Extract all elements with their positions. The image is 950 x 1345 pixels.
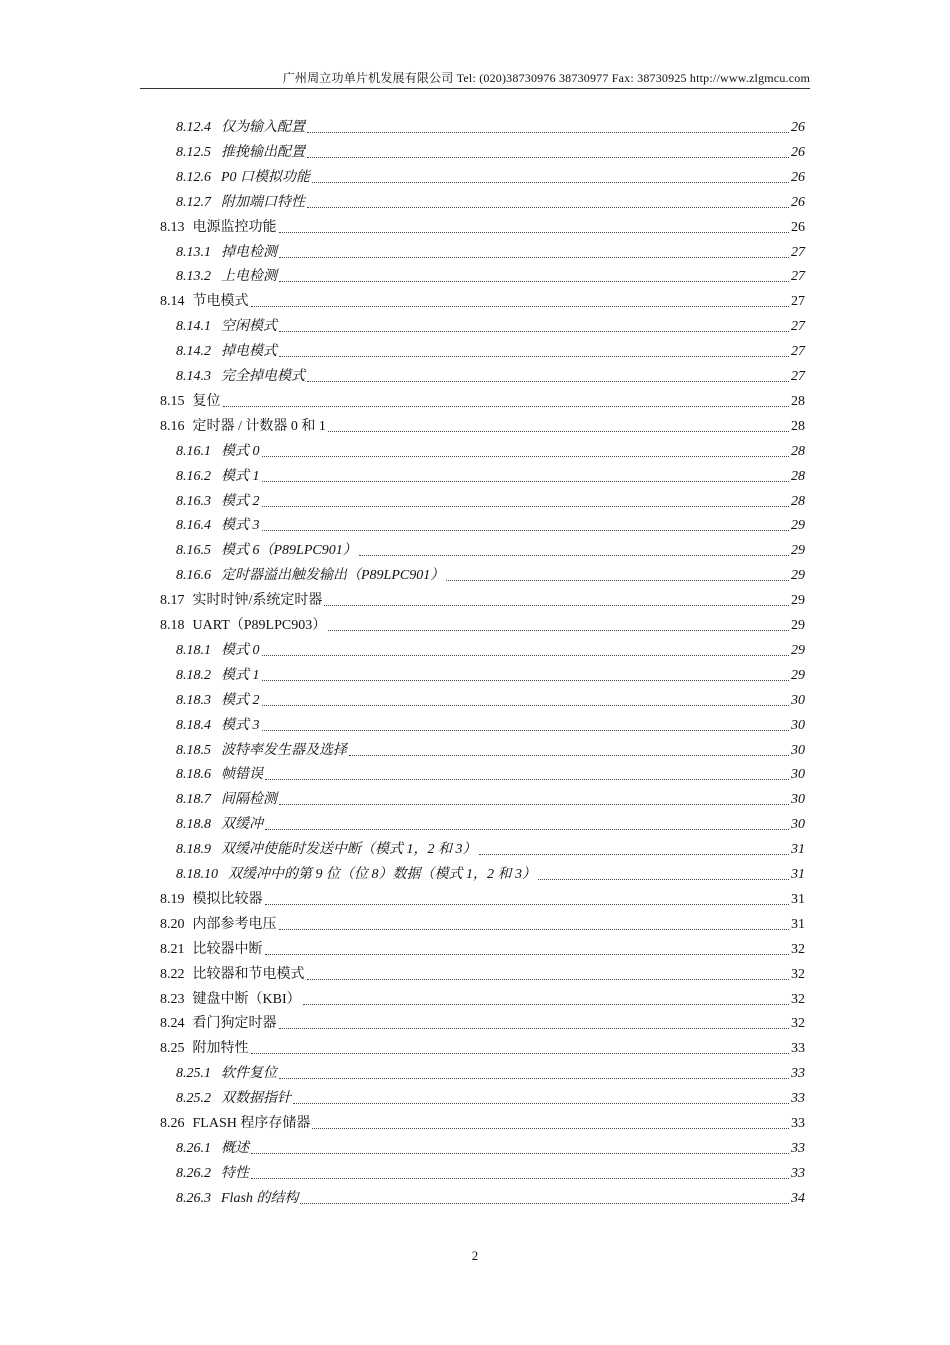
toc-entry-title: 模式 1 xyxy=(221,468,260,484)
toc-entry-page: 29 xyxy=(791,642,805,658)
toc-entry[interactable] xyxy=(176,513,805,535)
toc-entry-title: 定时器溢出触发输出（P89LPC901） xyxy=(221,568,445,584)
toc-entry[interactable] xyxy=(176,837,805,859)
toc-entry[interactable] xyxy=(176,1136,805,1158)
toc-entry[interactable] xyxy=(176,115,805,137)
toc-entry-page: 29 xyxy=(791,618,805,633)
toc-entry-title: 帧错误 xyxy=(221,767,263,783)
toc-entry[interactable] xyxy=(160,887,805,909)
toc-entry-page: 30 xyxy=(791,692,805,708)
toc-entry-number: 8.14.1 xyxy=(176,319,211,335)
toc-dot-leader xyxy=(307,157,789,158)
toc-entry-number: 8.16.6 xyxy=(176,568,211,584)
toc-entry[interactable] xyxy=(176,439,805,461)
toc-entry[interactable] xyxy=(176,738,805,760)
toc-entry-number: 8.12.7 xyxy=(176,194,211,210)
toc-entry-title: 模式 2 xyxy=(221,493,260,509)
toc-entry-title: 附加特性 xyxy=(192,1041,249,1057)
toc-entry-page: 26 xyxy=(791,194,805,210)
toc-entry[interactable] xyxy=(160,588,805,610)
toc-entry-title: UART（P89LPC903） xyxy=(192,618,327,633)
toc-entry-page: 32 xyxy=(791,941,805,957)
toc-entry-number: 8.13 xyxy=(160,219,185,235)
toc-entry-page: 28 xyxy=(791,418,805,434)
toc-entry-page: 32 xyxy=(791,966,805,982)
toc-entry-number: 8.20 xyxy=(160,916,185,932)
toc-entry-title: P0 口模拟功能 xyxy=(221,169,311,185)
toc-entry-number: 8.12.6 xyxy=(176,169,211,185)
toc-entry-page: 27 xyxy=(791,344,805,360)
toc-dot-leader xyxy=(262,456,790,457)
toc-entry-title: 复位 xyxy=(192,393,221,409)
toc-entry[interactable] xyxy=(176,264,805,286)
toc-entry-number: 8.19 xyxy=(160,891,185,907)
toc-entry-page: 27 xyxy=(791,244,805,260)
toc-entry-page: 33 xyxy=(791,1041,805,1057)
toc-dot-leader xyxy=(279,257,789,258)
toc-dot-leader xyxy=(312,1128,789,1129)
toc-entry-title: 内部参考电压 xyxy=(192,916,277,932)
toc-entry-title: 模式 1 xyxy=(221,667,260,683)
toc-entry[interactable] xyxy=(176,190,805,212)
toc-entry[interactable] xyxy=(160,414,805,436)
toc-entry-title: 概述 xyxy=(221,1140,249,1156)
toc-dot-leader xyxy=(262,530,790,531)
toc-entry-page: 32 xyxy=(791,991,805,1007)
toc-dot-leader xyxy=(279,804,789,805)
toc-entry-title: 仅为输入配置 xyxy=(221,120,305,135)
toc-dot-leader xyxy=(324,605,789,606)
toc-dot-leader xyxy=(265,904,790,905)
toc-entry-title: Flash 的结构 xyxy=(221,1190,299,1206)
toc-entry-title: FLASH 程序存储器 xyxy=(192,1116,311,1131)
toc-entry[interactable] xyxy=(176,787,805,809)
toc-entry-number: 8.18.4 xyxy=(176,717,211,733)
toc-dot-leader xyxy=(279,1078,789,1079)
toc-entry-number: 8.18.9 xyxy=(176,842,211,858)
toc-entry-number: 8.21 xyxy=(160,941,185,957)
toc-entry-number: 8.18 xyxy=(160,618,185,633)
toc-entry-number: 8.24 xyxy=(160,1016,185,1032)
toc-entry-title: 附加端口特性 xyxy=(221,194,305,210)
toc-dot-leader xyxy=(279,281,789,282)
toc-entry[interactable] xyxy=(176,464,805,486)
toc-entry-number: 8.18.7 xyxy=(176,792,211,808)
toc-dot-leader xyxy=(251,1178,789,1179)
toc-dot-leader xyxy=(307,207,789,208)
toc-entry[interactable] xyxy=(176,140,805,162)
toc-entry-page: 26 xyxy=(791,169,805,185)
toc-entry-title: 节电模式 xyxy=(192,294,249,310)
toc-entry-title: 波特率发生器及选择 xyxy=(221,742,347,758)
toc-entry[interactable] xyxy=(176,364,805,386)
toc-dot-leader xyxy=(262,705,790,706)
toc-entry-title: 模式 2 xyxy=(221,692,260,708)
toc-entry-page: 29 xyxy=(791,593,805,609)
toc-entry[interactable] xyxy=(160,1036,805,1058)
toc-entry-page: 34 xyxy=(791,1190,805,1206)
toc-entry-number: 8.18.8 xyxy=(176,817,211,833)
toc-entry-number: 8.14 xyxy=(160,294,185,310)
toc-entry-title: 双数据指针 xyxy=(221,1091,291,1107)
toc-entry-number: 8.14.3 xyxy=(176,369,211,384)
toc-entry-page: 33 xyxy=(791,1140,805,1156)
toc-entry-number: 8.18.2 xyxy=(176,667,211,683)
toc-entry-title: 软件复位 xyxy=(221,1066,277,1082)
toc-dot-leader xyxy=(479,854,790,855)
toc-entry-page: 29 xyxy=(791,568,805,584)
toc-dot-leader xyxy=(262,680,790,681)
toc-dot-leader xyxy=(328,431,789,432)
toc-entry-title: 模式 6（P89LPC901） xyxy=(221,543,357,559)
toc-entry-title: 看门狗定时器 xyxy=(192,1016,277,1032)
toc-entry-title: 模式 3 xyxy=(221,518,260,534)
toc-dot-leader xyxy=(223,406,790,407)
toc-entry-number: 8.15 xyxy=(160,393,185,409)
toc-entry-page: 31 xyxy=(791,916,805,932)
toc-dot-leader xyxy=(251,306,790,307)
page-header: 广州周立功单片机发展有限公司 Tel: (020)38730976 38730977 Fax: 38730925 http://www.zlgmcu.com xyxy=(140,68,810,89)
toc-entry[interactable] xyxy=(176,1161,805,1183)
toc-dot-leader xyxy=(446,580,789,581)
toc-entry-title: 双缓冲中的第 9 位（位 8）数据（模式 1，2 和 3） xyxy=(228,867,536,882)
toc-entry-number: 8.18.5 xyxy=(176,742,211,758)
toc-entry-page: 33 xyxy=(791,1116,805,1131)
toc-entry-number: 8.18.6 xyxy=(176,767,211,783)
toc-entry-page: 33 xyxy=(791,1165,805,1181)
toc-dot-leader xyxy=(262,506,790,507)
toc-entry[interactable] xyxy=(176,862,805,884)
toc-dot-leader xyxy=(538,879,789,880)
toc-entry[interactable] xyxy=(160,912,805,934)
toc-entry-number: 8.26.2 xyxy=(176,1165,211,1181)
toc-entry[interactable] xyxy=(176,663,805,685)
toc-dot-leader xyxy=(359,555,789,556)
page-number: 2 xyxy=(471,1248,479,1263)
toc-entry-page: 29 xyxy=(791,518,805,534)
toc-entry[interactable] xyxy=(176,688,805,710)
toc-dot-leader xyxy=(279,356,789,357)
toc-dot-leader xyxy=(262,481,790,482)
toc-entry[interactable] xyxy=(160,389,805,411)
toc-entry-title: 双缓冲使能时发送中断（模式 1，2 和 3） xyxy=(221,842,477,858)
toc-entry-number: 8.16.2 xyxy=(176,468,211,484)
toc-entry-page: 28 xyxy=(791,443,805,459)
toc-entry-number: 8.16 xyxy=(160,418,185,434)
toc-entry-page: 26 xyxy=(791,144,805,160)
toc-entry-title: 上电检测 xyxy=(221,269,277,285)
toc-dot-leader xyxy=(293,1103,789,1104)
toc-entry-title: 电源监控功能 xyxy=(192,219,277,235)
toc-dot-leader xyxy=(279,929,790,930)
toc-entry-page: 30 xyxy=(791,817,805,833)
toc-entry-title: 完全掉电模式 xyxy=(221,369,305,384)
toc-entry-number: 8.12.4 xyxy=(176,120,211,135)
toc-entry-page: 28 xyxy=(791,393,805,409)
toc-entry[interactable] xyxy=(160,937,805,959)
toc-entry-number: 8.13.1 xyxy=(176,244,211,260)
toc-entry[interactable] xyxy=(176,489,805,511)
toc-entry[interactable] xyxy=(176,165,805,187)
toc-entry-page: 27 xyxy=(791,294,805,310)
toc-entry[interactable] xyxy=(160,1011,805,1033)
toc-entry[interactable] xyxy=(176,1086,805,1108)
toc-entry-number: 8.25.2 xyxy=(176,1091,211,1107)
toc-entry-title: 模式 0 xyxy=(221,443,260,459)
toc-entry[interactable] xyxy=(160,289,805,311)
toc-entry-page: 31 xyxy=(791,891,805,907)
toc-entry-number: 8.16.5 xyxy=(176,543,211,559)
toc-entry-number: 8.12.5 xyxy=(176,144,211,160)
toc-entry[interactable] xyxy=(176,1061,805,1083)
toc-dot-leader xyxy=(300,1203,789,1204)
toc-entry-page: 31 xyxy=(791,842,805,858)
toc-entry-title: 间隔检测 xyxy=(221,792,277,808)
toc-entry-page: 32 xyxy=(791,1016,805,1032)
toc-dot-leader xyxy=(328,630,789,631)
toc-entry-page: 30 xyxy=(791,717,805,733)
toc-dot-leader xyxy=(303,1004,789,1005)
toc-entry-page: 28 xyxy=(791,493,805,509)
toc-dot-leader xyxy=(265,829,789,830)
toc-entry[interactable] xyxy=(176,339,805,361)
toc-entry-title: 推挽输出配置 xyxy=(221,144,305,160)
toc-dot-leader xyxy=(307,132,789,133)
toc-entry[interactable] xyxy=(176,1186,805,1208)
toc-entry-page: 33 xyxy=(791,1066,805,1082)
toc-entry-number: 8.25 xyxy=(160,1041,185,1057)
toc-entry-title: 比较器和节电模式 xyxy=(192,966,305,982)
toc-entry-title: 定时器 / 计数器 0 和 1 xyxy=(192,418,326,434)
toc-entry[interactable] xyxy=(176,563,805,585)
toc-entry-page: 30 xyxy=(791,742,805,758)
toc-entry-title: 空闲模式 xyxy=(221,319,277,335)
toc-entry[interactable] xyxy=(176,638,805,660)
toc-entry[interactable] xyxy=(176,240,805,262)
toc-entry[interactable] xyxy=(176,538,805,560)
toc-entry[interactable] xyxy=(160,613,805,635)
toc-entry-number: 8.18.10 xyxy=(176,867,218,882)
toc-entry-number: 8.26.1 xyxy=(176,1140,211,1156)
toc-entry-number: 8.13.2 xyxy=(176,269,211,285)
toc-entry-title: 掉电模式 xyxy=(221,344,277,360)
toc-dot-leader xyxy=(262,730,790,731)
toc-dot-leader xyxy=(279,331,789,332)
toc-dot-leader xyxy=(312,182,789,183)
toc-dot-leader xyxy=(262,655,790,656)
toc-dot-leader xyxy=(265,954,790,955)
toc-entry-number: 8.26 xyxy=(160,1116,185,1131)
toc-entry-number: 8.22 xyxy=(160,966,185,982)
toc-entry-page: 30 xyxy=(791,792,805,808)
toc-dot-leader xyxy=(307,381,789,382)
toc-entry-number: 8.25.1 xyxy=(176,1066,211,1082)
toc-entry-title: 特性 xyxy=(221,1165,249,1181)
toc-entry[interactable] xyxy=(176,812,805,834)
toc-entry-number: 8.16.3 xyxy=(176,493,211,509)
toc-entry-title: 比较器中断 xyxy=(192,941,263,957)
toc-entry-number: 8.16.4 xyxy=(176,518,211,534)
toc-entry[interactable] xyxy=(160,962,805,984)
toc-entry-title: 键盘中断（KBI） xyxy=(192,991,301,1007)
toc-entry-page: 31 xyxy=(791,867,805,882)
toc-entry-page: 29 xyxy=(791,543,805,559)
toc-entry-page: 27 xyxy=(791,369,805,384)
toc-entry-number: 8.23 xyxy=(160,991,185,1007)
toc-dot-leader xyxy=(251,1053,790,1054)
toc-dot-leader xyxy=(279,232,790,233)
toc-entry-number: 8.17 xyxy=(160,593,185,609)
toc-dot-leader xyxy=(251,1153,789,1154)
toc-entry-title: 模式 3 xyxy=(221,717,260,733)
toc-entry-title: 掉电检测 xyxy=(221,244,277,260)
toc-entry-number: 8.14.2 xyxy=(176,344,211,360)
toc-dot-leader xyxy=(265,779,789,780)
toc-entry-number: 8.18.1 xyxy=(176,642,211,658)
toc-entry-page: 29 xyxy=(791,667,805,683)
toc-entry[interactable] xyxy=(176,314,805,336)
toc-entry-page: 33 xyxy=(791,1091,805,1107)
toc-entry-title: 实时时钟/系统定时器 xyxy=(192,593,323,609)
toc-entry-page: 26 xyxy=(791,120,805,135)
toc-entry-page: 28 xyxy=(791,468,805,484)
toc-entry-title: 双缓冲 xyxy=(221,817,263,833)
toc-entry[interactable] xyxy=(160,1111,805,1133)
toc-entry[interactable] xyxy=(176,762,805,784)
toc-entry-number: 8.18.3 xyxy=(176,692,211,708)
toc-entry[interactable] xyxy=(160,215,805,237)
toc-entry-page: 27 xyxy=(791,319,805,335)
toc-entry-number: 8.16.1 xyxy=(176,443,211,459)
toc-entry-number: 8.26.3 xyxy=(176,1190,211,1206)
toc-entry[interactable] xyxy=(176,713,805,735)
toc-dot-leader xyxy=(279,1028,790,1029)
toc-entry-page: 26 xyxy=(791,219,805,235)
toc-entry-page: 27 xyxy=(791,269,805,285)
toc-dot-leader xyxy=(307,979,790,980)
toc-entry-title: 模式 0 xyxy=(221,642,260,658)
toc-entry-page: 30 xyxy=(791,767,805,783)
toc-entry-title: 模拟比较器 xyxy=(192,891,263,907)
toc-entry[interactable] xyxy=(160,987,805,1009)
toc-dot-leader xyxy=(349,755,789,756)
